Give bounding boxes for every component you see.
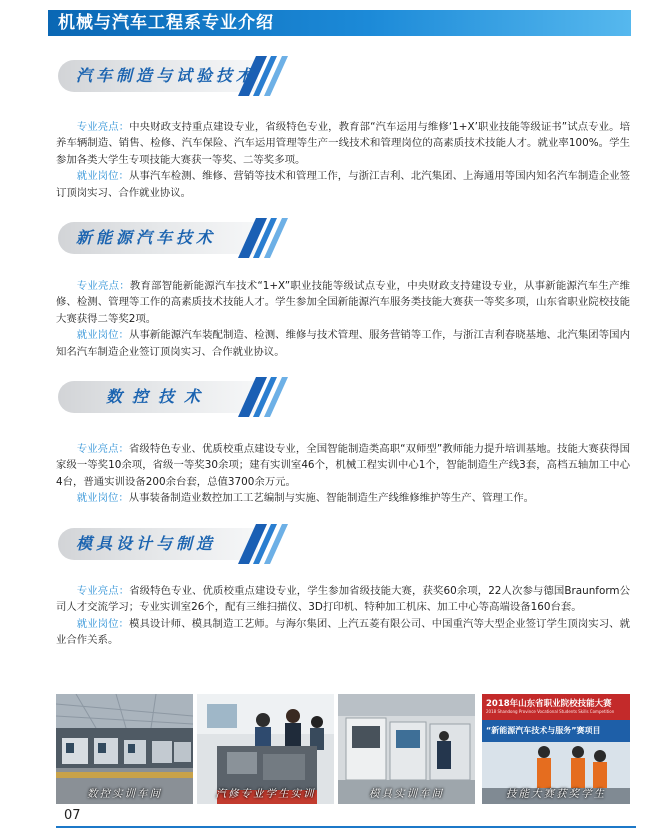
jobs-text: 从事装备制造业数控加工工艺编制与实施、智能制造生产线维修维护等生产、管理工作。 bbox=[128, 492, 534, 505]
banner-stripes-decoration bbox=[236, 524, 291, 564]
jobs-paragraph bbox=[56, 327, 630, 360]
section-body-cnc bbox=[56, 441, 630, 507]
section-banner-cnc bbox=[58, 377, 288, 417]
photo-mold-workshop bbox=[338, 694, 475, 804]
section-title: 模具设计与制造 bbox=[76, 534, 217, 553]
highlights-paragraph bbox=[56, 441, 630, 490]
highlights-paragraph bbox=[56, 119, 630, 168]
bottom-rule bbox=[56, 826, 636, 828]
section-body-new-energy bbox=[56, 278, 630, 360]
highlights-paragraph bbox=[56, 583, 630, 616]
photo-caption: 汽修专业学生实训 bbox=[215, 788, 316, 800]
jobs-paragraph bbox=[56, 490, 630, 506]
page-header-bar bbox=[48, 10, 631, 36]
jobs-label: 就业岗位： bbox=[76, 492, 129, 505]
section-banner-new-energy bbox=[58, 218, 288, 258]
highlights-text: 中央财政支持重点建设专业，省级特色专业，教育部“汽车运用与维修‘1+X’职业技能等级证书”试点专业。培养车辆制造、销售、检修、汽车保险、汽车运用管理等生产一线技术和管理岗位的高素质技术技能人才。就业率100%。学生参加各类大学生专项技能大赛获一等奖、二等奖多项。 bbox=[56, 121, 630, 166]
page-title: 机械与汽车工程系专业介绍 bbox=[58, 13, 274, 33]
photo-caption: 技能大赛获奖学生 bbox=[506, 788, 606, 800]
highlights-label: 专业亮点： bbox=[76, 280, 130, 292]
section-banner-auto-manufacturing bbox=[58, 56, 288, 96]
jobs-text: 从事汽车检测、维修、营销等技术和管理工作，与浙江吉利、北汽集团、上海通用等国内知名汽车制造企业签订顶岗实习、合作就业协议。 bbox=[56, 170, 631, 199]
section-title: 汽车制造与试验技术 bbox=[76, 66, 257, 85]
section-banner-mold bbox=[58, 524, 288, 564]
jobs-label: 就业岗位： bbox=[76, 329, 129, 342]
competition-banner-event: “新能源汽车技术与服务”赛项目 bbox=[486, 726, 601, 735]
photo-cnc-workshop bbox=[56, 694, 193, 804]
page-number: 07 bbox=[64, 808, 81, 823]
photo-caption: 数控实训车间 bbox=[87, 788, 162, 800]
jobs-label: 就业岗位： bbox=[76, 617, 129, 630]
section-body-auto-manufacturing bbox=[56, 119, 630, 201]
banner-stripes-decoration bbox=[236, 377, 291, 417]
highlights-label: 专业亮点： bbox=[76, 121, 130, 133]
highlights-text: 教育部智能新能源汽车技术“1+X”职业技能等级试点专业，中央财政支持建设专业，从事新能源汽车生产维修、检测、管理等工作的高素质技术技能人才。学生参加全国新能源汽车服务类技能大赛获一等奖多项，山东省职业院校技能大赛获得二等奖2项。 bbox=[56, 280, 630, 325]
highlights-text: 省级特色专业、优质校重点建设专业，全国智能制造类高职“双师型”教师能力提升培训基地。技能大赛获得国家级一等奖10余项，省级一等奖30余项；建有实训室46个，机械工程实训中心1个，智能制造生产线3套，高档五轴加工中心4台，普通实训设备200余台套，总值3700余万元。 bbox=[56, 443, 630, 488]
competition-banner-subtitle: 2018 Shandong Province Vocational Students Skills Competition bbox=[486, 709, 615, 714]
photo-auto-repair-training bbox=[197, 694, 334, 804]
jobs-paragraph bbox=[56, 616, 630, 649]
jobs-label: 就业岗位： bbox=[76, 170, 129, 183]
jobs-paragraph bbox=[56, 168, 630, 201]
highlights-label: 专业亮点： bbox=[76, 585, 130, 597]
photo-caption: 模具实训车间 bbox=[369, 788, 444, 800]
jobs-text: 模具设计师、模具制造工艺师。与海尔集团、上汽五菱有限公司、中国重汽等大型企业签订学生顶岗实习、就业合作关系。 bbox=[56, 617, 631, 647]
highlights-label: 专业亮点： bbox=[76, 443, 129, 455]
jobs-text: 从事新能源汽车装配制造、检测、维修与技术管理、服务营销等工作，与浙江吉利春晓基地、北汽集团等国内知名汽车制造企业签订顶岗实习、合作就业协议。 bbox=[56, 329, 631, 358]
section-body-mold bbox=[56, 583, 630, 649]
section-title: 新能源汽车技术 bbox=[76, 228, 217, 247]
banner-stripes-decoration bbox=[236, 218, 291, 258]
highlights-paragraph bbox=[56, 278, 630, 327]
section-title: 数控技术 bbox=[106, 387, 211, 406]
competition-banner-year: 2018年山东省职业院校技能大赛 bbox=[486, 699, 612, 709]
photo-award-students bbox=[482, 694, 630, 804]
highlights-text: 省级特色专业、优质校重点建设专业，学生参加省级技能大赛，获奖60余项，22人次参与德国Braunform公司人才交流学习；专业实训室26个，配有三维扫描仪、3D打印机、特种加工机床、加工中心等高端设备160台套。 bbox=[56, 585, 631, 614]
